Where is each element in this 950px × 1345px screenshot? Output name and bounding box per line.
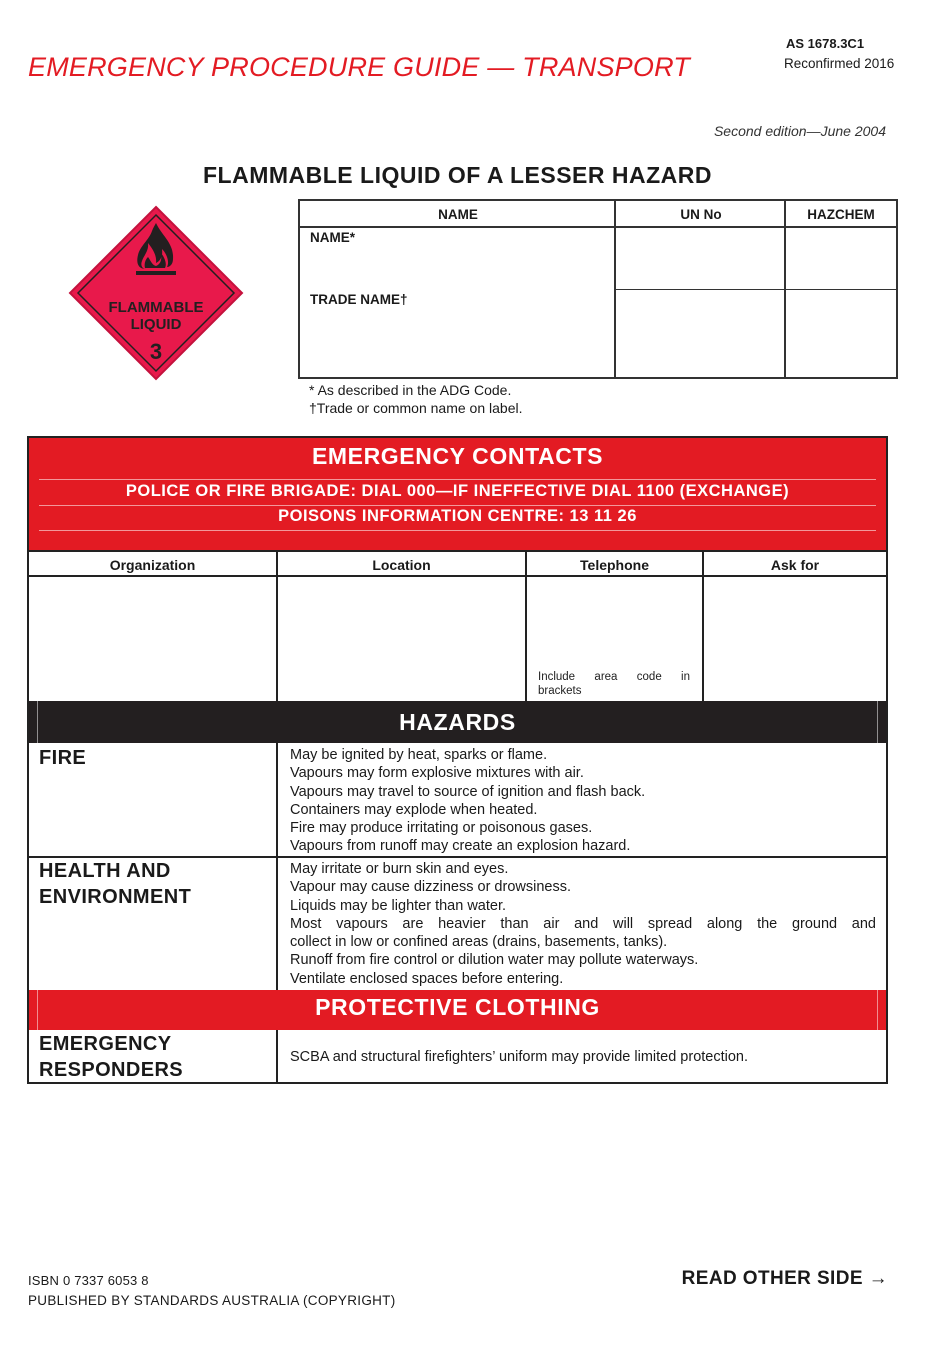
telephone-area-code-hint	[538, 670, 690, 698]
emergency-contacts-banner	[29, 438, 886, 550]
isbn: ISBN 0 7337 6053 8	[28, 1273, 149, 1288]
flammable-liquid-placard	[66, 203, 246, 383]
un-number-column-header: UN No	[616, 201, 786, 228]
footnote-adg-code: * As described in the ADG Code.	[309, 382, 512, 398]
fire-hazard-line: Containers may explode when heated.	[290, 801, 538, 818]
fire-hazard-line: Fire may produce irritating or poisonous gases.	[290, 820, 593, 837]
edition-note: Second edition—June 2004	[713, 123, 886, 139]
banner-edge	[37, 990, 38, 1030]
emergency-responders-label	[39, 1031, 183, 1083]
police-fire-contact: POLICE OR FIRE BRIGADE: DIAL 000—IF INEFFECTIVE DIAL 1100 (EXCHANGE)	[125, 482, 790, 500]
banner-rule	[39, 530, 876, 531]
banner-rule	[39, 479, 876, 480]
health-hazard-line: Vapour may cause dizziness or drowsiness.	[290, 879, 571, 896]
health-hazard-line: May irritate or burn skin and eyes.	[290, 861, 509, 877]
hazards-banner	[29, 701, 886, 743]
document-title: EMERGENCY PROCEDURE GUIDE — TRANSPORT	[28, 52, 690, 82]
publisher-line: PUBLISHED BY STANDARDS AUSTRALIA (COPYRIGHT)	[28, 1293, 396, 1308]
hazards-heading: HAZARDS	[399, 709, 516, 735]
health-label-line: HEALTH AND	[39, 860, 171, 882]
fire-hazard-line: Vapours may travel to source of ignition and flash back.	[290, 783, 646, 800]
standard-number: AS 1678.3C1	[786, 36, 865, 51]
health-hazard-line: Liquids may be lighter than water.	[290, 897, 507, 914]
placard-class-number: 3	[149, 339, 163, 364]
responders-label-line: EMERGENCY	[39, 1033, 172, 1055]
health-environment-label	[39, 858, 191, 910]
reconfirmed-note: Reconfirmed 2016	[784, 56, 895, 71]
health-hazard-line: Runoff from fire control or dilution water may pollute waterways.	[290, 952, 699, 969]
placard-line-1: FLAMMABLE	[108, 299, 204, 316]
read-other-side-note: READ OTHER SIDE →	[681, 1268, 888, 1289]
emergency-procedure-panel	[27, 436, 888, 1084]
fire-hazard-line: Vapours from runoff may create an explosion hazard.	[290, 838, 631, 855]
fire-hazards-text	[290, 746, 876, 856]
product-identification-table	[298, 199, 898, 379]
health-label-line: ENVIRONMENT	[39, 886, 192, 908]
row-divider	[616, 289, 896, 290]
banner-edge	[37, 701, 38, 743]
hazard-class-title: FLAMMABLE LIQUID OF A LESSER HAZARD	[203, 162, 712, 188]
hint-line: brackets	[538, 685, 582, 697]
banner-edge	[877, 990, 878, 1030]
footnote-trade-name: †Trade or common name on label.	[309, 400, 523, 416]
protective-clothing-text: SCBA and structural firefighters’ uniform may provide limited protection.	[290, 1049, 749, 1065]
column-divider	[276, 550, 278, 701]
poisons-centre-contact: POISONS INFORMATION CENTRE: 13 11 26	[278, 507, 637, 525]
label-column-divider	[276, 743, 278, 990]
health-hazards-text	[290, 860, 876, 988]
fire-label: FIRE	[39, 747, 87, 769]
placard-line-2: LIQUID	[130, 316, 182, 333]
hint-line: Include area code in	[538, 671, 690, 683]
protective-clothing-heading: PROTECTIVE CLOTHING	[315, 994, 600, 1020]
health-hazard-line: Most vapours are heavier than air and will spread along the ground and	[290, 915, 876, 932]
health-hazard-line: Ventilate enclosed spaces before entering.	[290, 970, 564, 987]
fire-hazard-line: May be ignited by heat, sparks or flame.	[290, 747, 548, 763]
name-field-label: NAME*	[310, 230, 356, 245]
emergency-contacts-heading: EMERGENCY CONTACTS	[311, 443, 604, 469]
protective-clothing-banner	[29, 990, 886, 1030]
label-column-divider	[276, 1030, 278, 1084]
name-column-header: NAME	[300, 201, 616, 228]
hazchem-column-header: HAZCHEM	[786, 201, 896, 228]
telephone-column-header: Telephone	[527, 550, 702, 577]
ask-for-column-header: Ask for	[704, 550, 886, 577]
column-divider	[702, 550, 704, 701]
health-hazard-line: collect in low or confined areas (drains, basements, tanks).	[290, 934, 668, 951]
responders-label-line: RESPONDERS	[39, 1059, 184, 1081]
organization-column-header: Organization	[29, 550, 276, 577]
fire-hazard-line: Vapours may form explosive mixtures with air.	[290, 765, 584, 782]
trade-name-field-label: TRADE NAME†	[310, 292, 408, 307]
location-column-header: Location	[278, 550, 525, 577]
banner-edge	[877, 701, 878, 743]
banner-rule	[39, 505, 876, 506]
column-divider	[525, 550, 527, 701]
